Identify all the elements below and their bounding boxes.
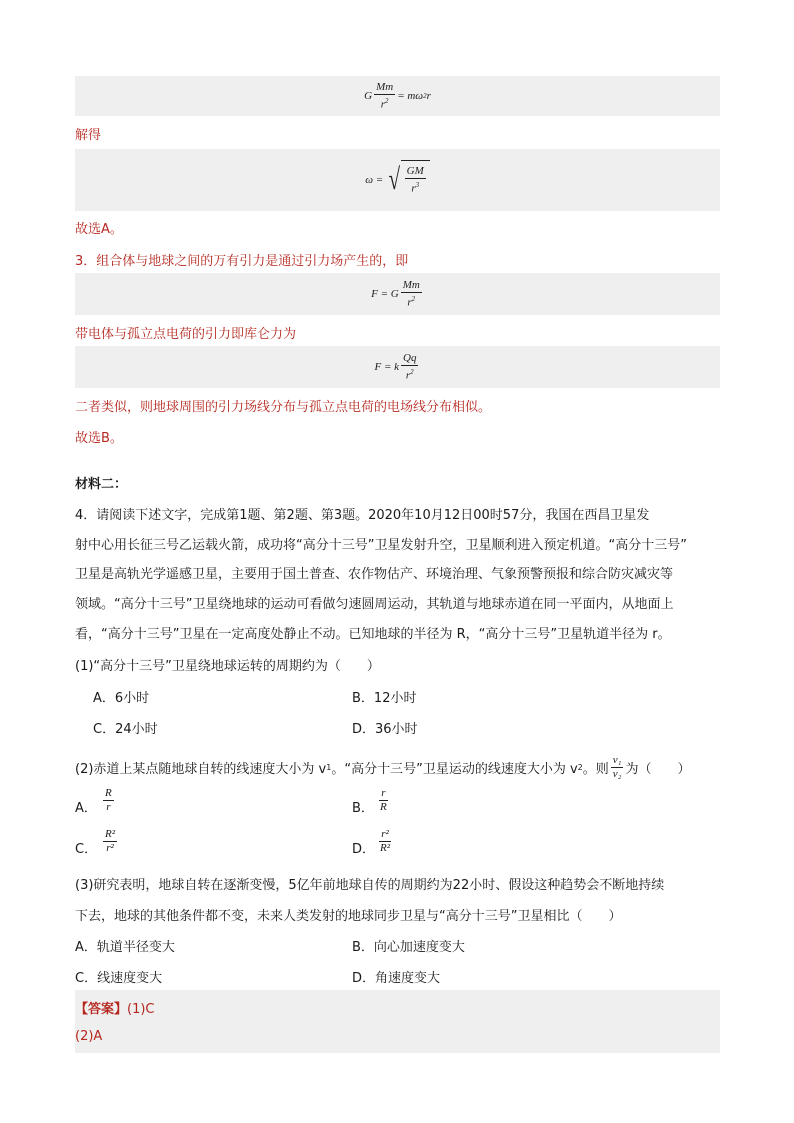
question-1-stem: (1)“高分十三号”卫星绕地球运转的周期约为（ ）: [75, 659, 380, 674]
sqrt: √ $\frac{GM}{r^3}$: [386, 160, 430, 200]
q1-option-b: B．12小时: [352, 691, 417, 706]
answer-2: (2)A: [75, 1029, 103, 1044]
item-3-text: 3．组合体与地球之间的万有引力是通过引力场产生的，即: [75, 254, 409, 269]
eq-symbol: G: [364, 90, 373, 102]
fraction: [374, 81, 395, 112]
similar-text: 二者类似，则地球周围的引力场线分布与孤立点电荷的电场线分布相似。: [75, 400, 492, 415]
answer-1: (1)C: [127, 1002, 155, 1017]
paragraph-line: 领域。“高分十三号”卫星绕地球的运动可看做匀速圆周运动，其轨道与地球赤道在同一平面内，从地面上: [75, 597, 674, 612]
equation-gravitation: [75, 273, 720, 315]
question-3-stem-line: (3)研究表明，地球自转在逐渐变慢，5亿年前地球自传的周期约为22小时、假设这种趋势会不断地持续: [75, 878, 665, 893]
paragraph-line: 4．请阅读下述文字，完成第1题、第2题、第3题。2020年10月12日00时57分，我国在西昌卫星发: [75, 508, 650, 523]
denominator: $r^2$: [380, 96, 389, 111]
numerator: Mm: [402, 278, 420, 291]
denominator: $r^2$: [407, 294, 416, 309]
q2-option-d-label: D．: [352, 842, 376, 857]
numerator: Qq: [403, 351, 417, 364]
answer-box: [75, 990, 720, 1053]
denominator: $r^2$: [405, 367, 414, 382]
paragraph-line: 看，“高分十三号”卫星在一定高度处静止不动。已知地球的半径为 R，“高分十三号”卫星轨道半径为 r。: [75, 627, 671, 642]
question-2-stem: (2)赤道上某点随地球自转的线速度大小为 v 1 。“高分十三号”卫星运动的线速度大小为 v 2 。则 $\frac{\text{v₁}}{\text{v₂}}$ 为（ ）: [75, 754, 691, 780]
choose-b: 故选B。: [75, 431, 123, 446]
answer-label: 【答案】: [75, 1002, 128, 1017]
numerator: GM: [406, 165, 424, 178]
q3-option-d: D．角速度变大: [352, 971, 441, 986]
paragraph-line: 卫星是高轨光学遥感卫星，主要用于国土普查、农作物估产、环境治理、气象预警预报和综合防灾减灾等: [75, 567, 674, 582]
q2-option-b-label: B．: [352, 801, 374, 816]
answer-line-1: [75, 998, 155, 1017]
q2-option-c-fraction: $\frac{\text{R²}}{\text{r²}}$: [105, 828, 116, 854]
q1-option-a: A．6小时: [93, 691, 150, 706]
q2-option-c-label: C．: [75, 842, 98, 857]
denominator: $r^3$: [411, 181, 420, 195]
q2-option-b-fraction: $\frac{r}{R}$: [380, 787, 387, 813]
eq-lhs: ω =: [365, 174, 384, 186]
q3-option-b: B．向心加速度变大: [352, 940, 465, 955]
numerator: Mm: [376, 80, 394, 93]
q1-option-c: C．24小时: [93, 722, 158, 737]
q3-option-a: A．轨道半径变大: [75, 940, 175, 955]
charged-text: 带电体与孤立点电荷的引力即库仑力为: [75, 327, 297, 342]
equation-coulomb: [75, 346, 720, 388]
choose-a: 故选A。: [75, 222, 123, 237]
q3-option-c: C．线速度变大: [75, 971, 163, 986]
equation-omega: [75, 149, 720, 211]
q2-option-a-label: A．: [75, 801, 97, 816]
ratio-fraction: $\frac{\text{v₁}}{\text{v₂}}$: [612, 754, 622, 780]
q1-option-d: D．36小时: [352, 722, 418, 737]
eq-lhs: F = G: [371, 288, 399, 300]
eq-lhs: F = k: [374, 361, 400, 373]
q2-option-a-fraction: $\frac{R}{r}$: [105, 787, 112, 813]
equation-gravity-centripetal: G $\frac{Mm}{r^2}$ = mω 2 r: [75, 76, 720, 116]
paragraph-line: 射中心用长征三号乙运载火箭，成功将“高分十三号”卫星发射升空，卫星顺利进入预定机道。“高分十三号”: [75, 538, 687, 553]
q2-option-d-fraction: $\frac{\text{r²}}{\text{R²}}$: [380, 828, 391, 854]
solve-label: 解得: [75, 128, 102, 143]
question-3-stem-line: 下去，地球的其他条件都不变，未来人类发射的地球同步卫星与“高分十三号”卫星相比（ ）: [75, 909, 622, 924]
eq-rhs: = mω: [397, 90, 424, 102]
material-title: 材料二：: [75, 477, 128, 492]
